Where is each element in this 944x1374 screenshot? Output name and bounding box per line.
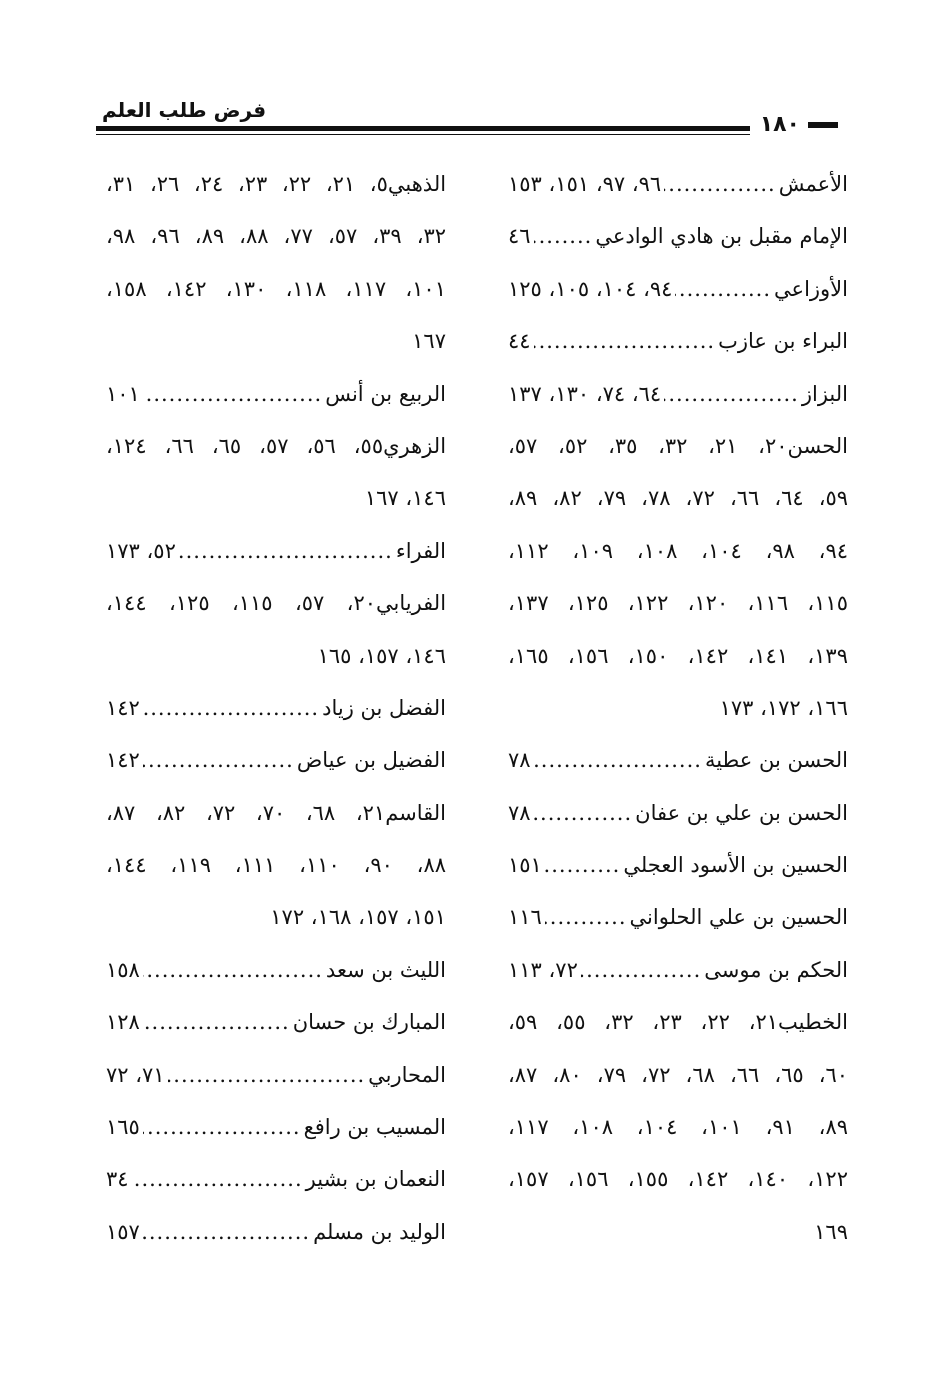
entry-pages: ١٤٢ (106, 695, 140, 720)
entry-name: الوليد بن مسلم (313, 1219, 446, 1244)
entry-pages: ٩٤، ١٠٤، ١٠٥، ١٢٥ (508, 276, 673, 301)
index-entry (106, 944, 446, 996)
index-entry-multiline: ٨٩، ٩١، ١٠١، ١٠٤، ١٠٨، ١١٧، (508, 1115, 848, 1140)
index-column-left (106, 158, 446, 1258)
index-entry-multiline: الذهبي٥، ٢١، ٢٢، ٢٣، ٢٤، ٢٦، ٣١، (106, 172, 446, 196)
entry-pages: ٣٤ (106, 1167, 129, 1192)
dot-leader (664, 368, 799, 420)
entry-name: الفراء (395, 538, 446, 563)
index-entry (106, 525, 446, 577)
page-number-dash (808, 122, 838, 128)
entry-name: الحسين بن علي الحلواني (629, 905, 848, 930)
index-entry (106, 1049, 446, 1101)
index-entry (508, 210, 848, 262)
dot-leader (143, 996, 290, 1048)
index-entry (106, 1153, 446, 1205)
entry-pages: ٤٦ (508, 224, 531, 249)
index-column-right (508, 158, 848, 1258)
entry-name: الحكم بن موسى (704, 957, 848, 982)
entry-pages: ٤٤ (508, 329, 531, 354)
entry-pages: ١٤٢ (106, 748, 140, 773)
entry-pages: ٧٨ (508, 748, 531, 773)
entry-name: الأوزاعي (774, 276, 848, 301)
entry-name: النعمان بن بشير (305, 1167, 446, 1192)
dot-leader (143, 1206, 310, 1258)
entry-name: الربيع بن أنس (325, 381, 446, 406)
entry-pages: ٩٦، ٩٧، ١٥١، ١٥٣ (508, 172, 662, 196)
entry-pages: ٦٤، ٧٤، ١٣٠، ١٣٧ (508, 381, 662, 406)
index-entry-multiline: الزهري٥٥، ٥٦، ٥٧، ٦٥، ٦٦، ١٢٤، (106, 433, 446, 458)
index-continuation: ١٤٦، ١٥٧، ١٦٥ (317, 643, 446, 668)
index-entry-multiline: ٨٨، ٩٠، ١١٠، ١١١، ١١٩، ١٤٤، (106, 853, 446, 878)
index-entry (508, 839, 848, 891)
dot-leader (143, 734, 294, 786)
dot-leader (545, 839, 620, 891)
index-entry-multiline: الفريابي٢٠، ٥٧، ١١٥، ١٢٥، ١٤٤، (106, 591, 446, 616)
index-entry (508, 944, 848, 996)
entry-pages: ٧٨ (508, 800, 531, 825)
entry-pages: ١٥٧ (106, 1219, 140, 1244)
index-entry (508, 315, 848, 367)
dot-leader (534, 787, 633, 839)
dot-leader (143, 944, 323, 996)
dot-leader (143, 368, 322, 420)
index-entry (106, 1206, 446, 1258)
entry-pages: ٧١، ٧٢ (106, 1062, 165, 1087)
book-title: فرض طلب العلم (102, 98, 267, 122)
entry-pages: ١٢٨ (106, 1010, 140, 1035)
index-entry (508, 263, 848, 315)
entry-pages: ١٥٨ (106, 957, 140, 982)
entry-pages: ١٦٥ (106, 1115, 140, 1140)
entry-pages: ٥٢، ١٧٣ (106, 538, 176, 563)
dot-leader (168, 1049, 366, 1101)
entry-name: الحسن بن عطية (704, 748, 848, 773)
dot-leader (179, 525, 393, 577)
dot-leader (664, 158, 776, 210)
index-entry (508, 368, 848, 420)
index-entry-multiline: ١١٥، ١١٦، ١٢٠، ١٢٢، ١٢٥، ١٣٧، (508, 591, 848, 616)
index-entry (106, 734, 446, 786)
index-entry (106, 996, 446, 1048)
header-rule-thick (96, 126, 750, 131)
index-entry-multiline: ١٠١، ١١٧، ١١٨، ١٣٠، ١٤٢، ١٥٨، (106, 276, 446, 301)
index-entry-multiline: ١٢٢، ١٤٠، ١٤٢، ١٥٥، ١٥٦، ١٥٧، (508, 1167, 848, 1192)
dot-leader (143, 1101, 301, 1153)
index-entry-multiline: ٥٩، ٦٤، ٦٦، ٧٢، ٧٨، ٧٩، ٨٢، ٨٩، (508, 486, 848, 511)
index-entry (508, 787, 848, 839)
index-entry-multiline: ٦٠، ٦٥، ٦٦، ٦٨، ٧٢، ٧٩، ٨٠، ٨٧، (508, 1062, 848, 1087)
entry-pages: ١٠١ (106, 381, 140, 406)
entry-name: المسيب بن رافع (303, 1115, 446, 1140)
entry-name: المحاربي (368, 1062, 446, 1087)
index-continuation: ١٦٧ (412, 329, 446, 354)
index-entry (106, 368, 446, 420)
dot-leader (545, 891, 627, 943)
dot-leader (534, 315, 716, 367)
entry-pages: ١٥١ (508, 853, 542, 878)
entry-pages: ٧٢، ١١٣ (508, 957, 578, 982)
index-entry-multiline: ٣٢، ٣٩، ٥٧، ٧٧، ٨٨، ٨٩، ٩٦، ٩٨، (106, 224, 446, 249)
index-entry-multiline: الحسن٢٠، ٢١، ٣٢، ٣٥، ٥٢، ٥٧، (508, 433, 848, 458)
entry-name: الليث بن سعد (325, 957, 446, 982)
index-continuation: ١٦٩ (814, 1219, 848, 1244)
page-number: ١٨٠ (759, 112, 800, 137)
dot-leader (143, 682, 319, 734)
entry-name: الفضل بن زياد (322, 695, 446, 720)
entry-name: الحسن بن علي بن عفان (635, 800, 848, 825)
entry-name: الحسين بن الأسود العجلي (623, 853, 848, 878)
entry-pages: ١١٦ (508, 905, 542, 930)
index-entry (508, 158, 848, 210)
index-continuation: ١٦٦، ١٧٢، ١٧٣ (719, 695, 848, 720)
dot-leader (534, 734, 702, 786)
index-continuation: ١٤٦، ١٦٧ (364, 486, 446, 511)
entry-name: الأعمش (778, 172, 848, 196)
entry-name: المبارك بن حسان (292, 1010, 446, 1035)
dot-leader (534, 210, 593, 262)
dot-leader (581, 944, 701, 996)
dot-leader (132, 1153, 303, 1205)
entry-name: الفضيل بن عياض (296, 748, 446, 773)
index-entry-multiline: القاسم٢١، ٦٨، ٧٠، ٧٢، ٨٢، ٨٧، (106, 800, 446, 825)
index-entry-multiline: ٩٤، ٩٨، ١٠٤، ١٠٨، ١٠٩، ١١٢، (508, 538, 848, 563)
entry-name: البراء بن عازب (718, 329, 848, 354)
entry-name: البزاز (801, 381, 848, 406)
entry-name: الإمام مقبل بن هادي الوادعي (595, 224, 848, 249)
index-entry (508, 891, 848, 943)
index-entry (106, 682, 446, 734)
header-rule-thin (96, 134, 750, 135)
index-entry-multiline: ١٣٩، ١٤١، ١٤٢، ١٥٠، ١٥٦، ١٦٥، (508, 643, 848, 668)
index-continuation: ١٥١، ١٥٧، ١٦٨، ١٧٢ (270, 905, 446, 930)
index-entry-multiline: الخطيب٢١، ٢٢، ٢٣، ٣٢، ٥٥، ٥٩، (508, 1010, 848, 1035)
page-header (96, 96, 838, 142)
dot-leader (675, 263, 771, 315)
index-entry (508, 734, 848, 786)
index-entry (106, 1101, 446, 1153)
